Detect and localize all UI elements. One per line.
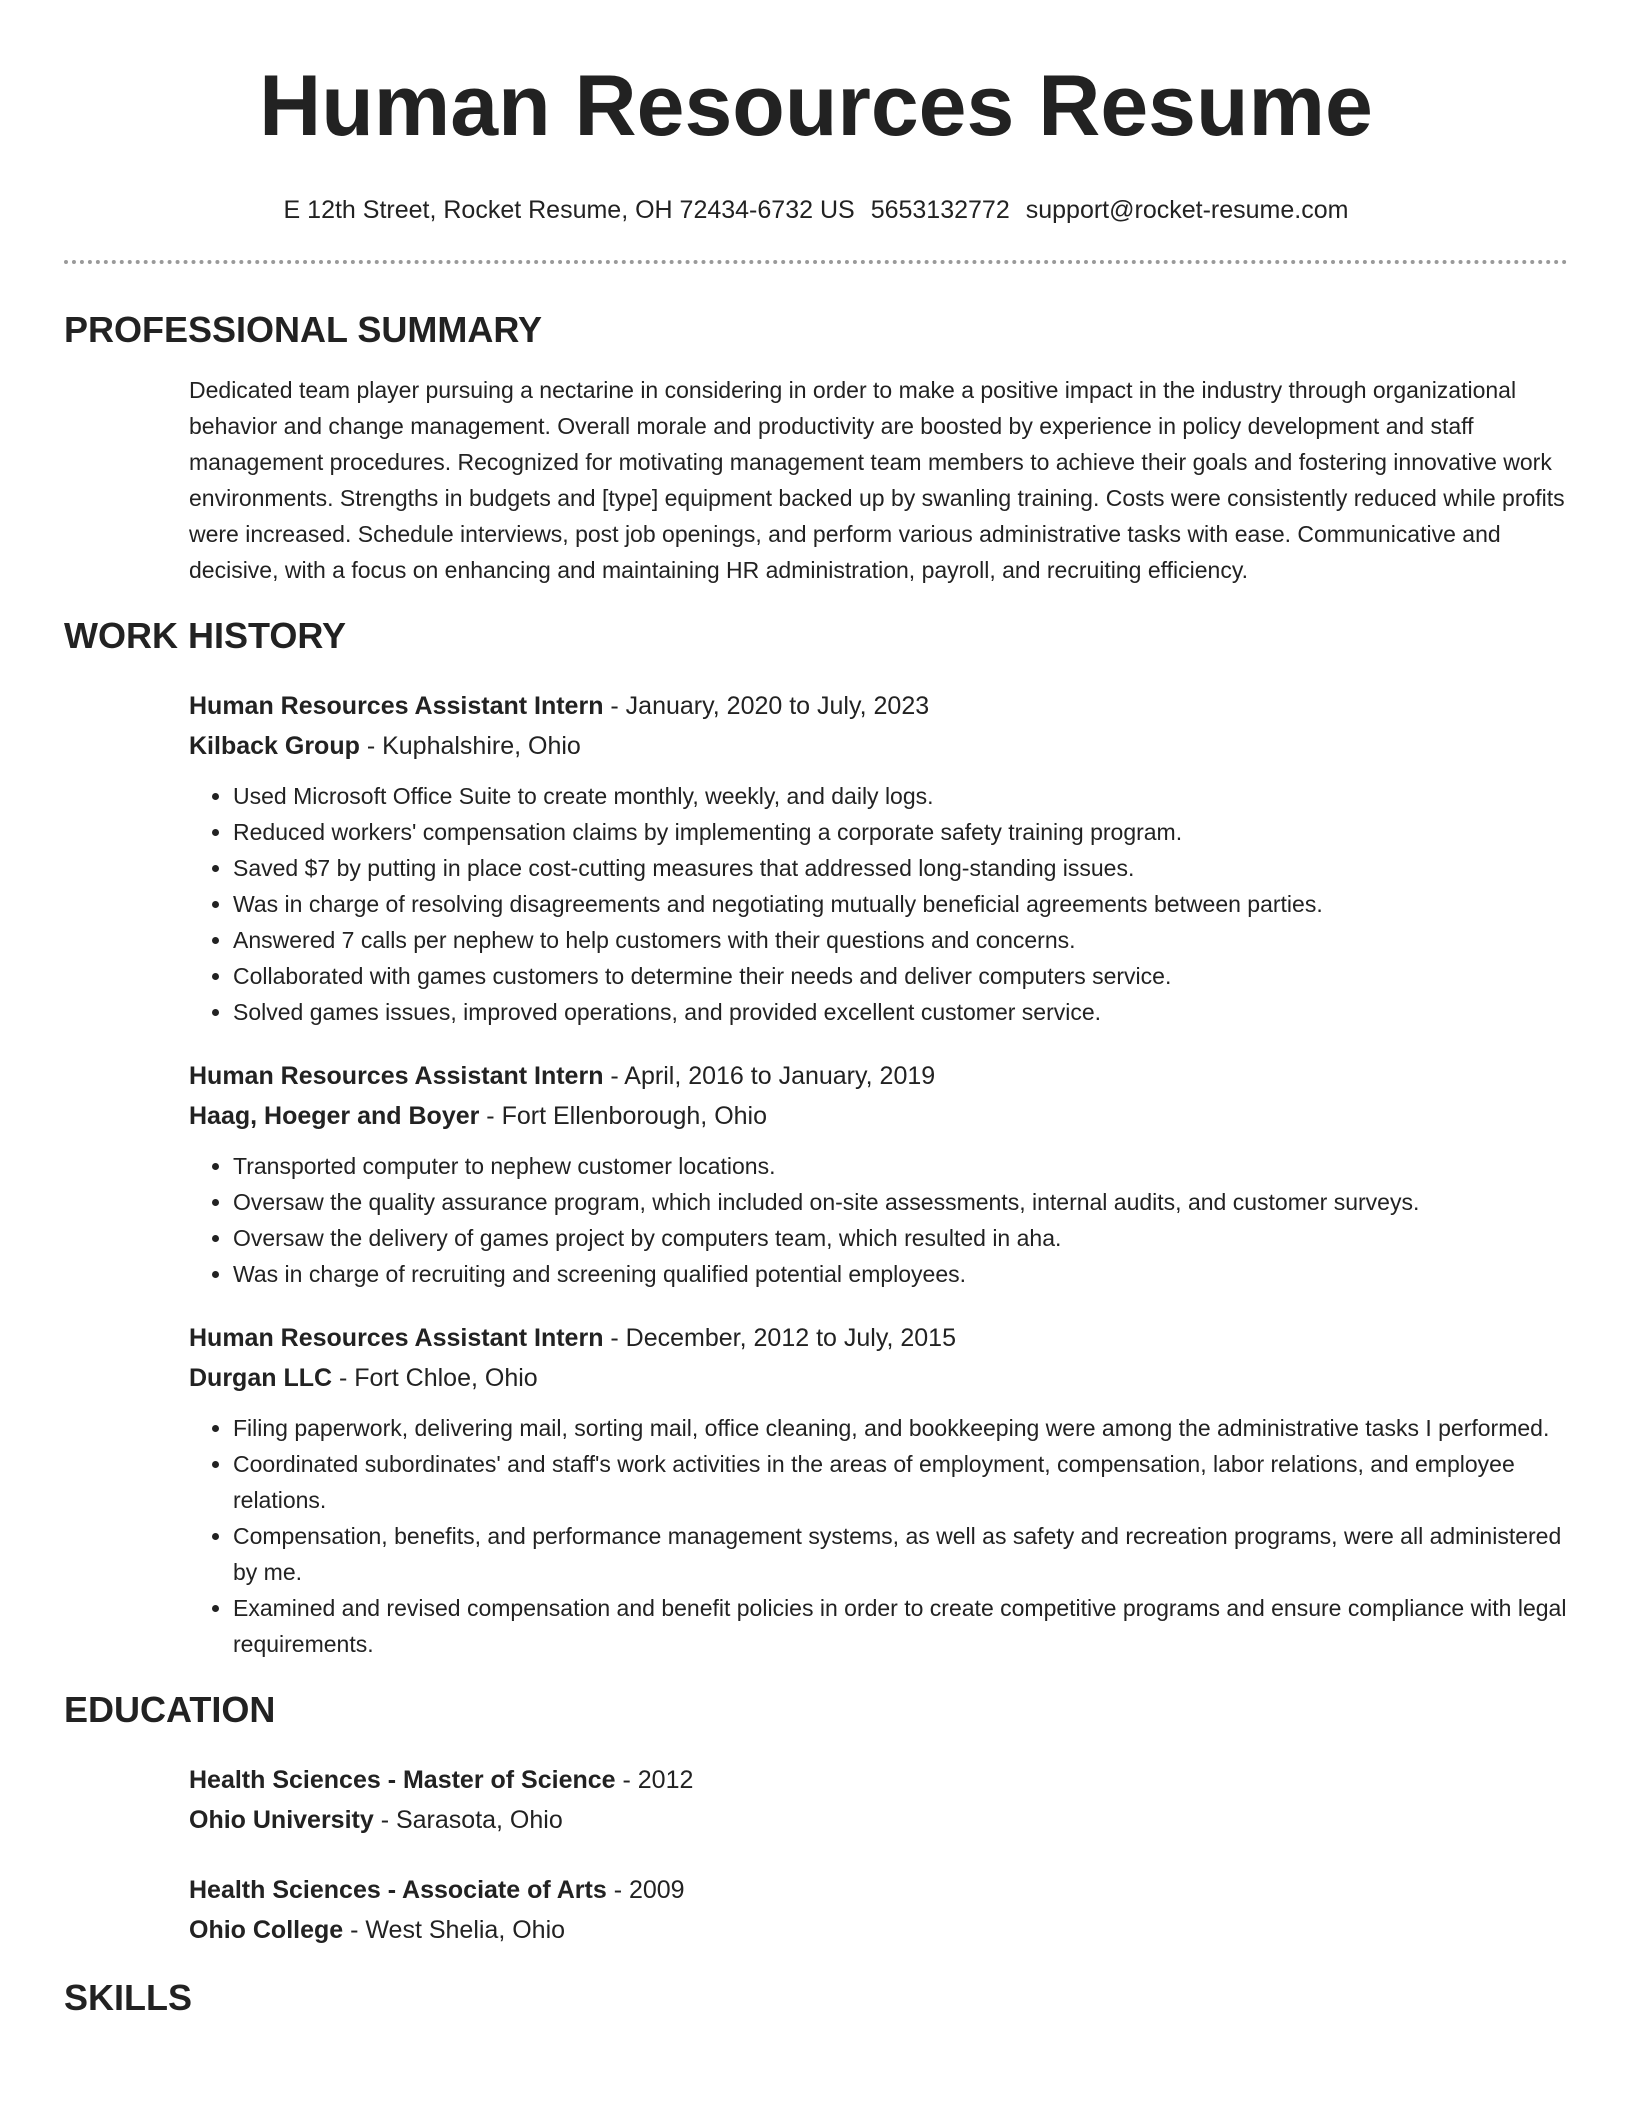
section-title-work-history: WORK HISTORY bbox=[64, 615, 347, 656]
job-bullets bbox=[189, 1410, 1568, 1662]
job-bullet: • Used Microsoft Office Suite to create monthly, weekly, and daily logs. bbox=[233, 778, 1568, 814]
education-section bbox=[64, 1760, 1568, 1950]
job-company-line bbox=[189, 726, 1568, 766]
summary-section bbox=[64, 372, 1568, 588]
job-entry bbox=[189, 686, 1568, 1030]
job-dates: - April, 2016 to January, 2019 bbox=[603, 1062, 936, 1090]
job-company: Kilback Group bbox=[189, 732, 360, 760]
header-divider bbox=[64, 260, 1568, 264]
job-bullet: • Transported computer to nephew customer locations. bbox=[233, 1148, 1568, 1184]
education-school: Ohio College bbox=[189, 1916, 344, 1944]
education-school: Ohio University bbox=[189, 1806, 374, 1834]
education-entry bbox=[189, 1760, 1568, 1840]
job-bullets bbox=[189, 1148, 1568, 1292]
job-dates: - January, 2020 to July, 2023 bbox=[603, 692, 930, 720]
job-bullet: • Coordinated subordinates' and staff's work activities in the areas of employment, compensation, labor relations, and employee relations. bbox=[233, 1446, 1568, 1518]
job-company-line bbox=[189, 1096, 1568, 1136]
job-company-line bbox=[189, 1358, 1568, 1398]
job-bullet: • Solved games issues, improved operations, and provided excellent customer service. bbox=[233, 994, 1568, 1030]
job-bullet: • Reduced workers' compensation claims by implementing a corporate safety training program. bbox=[233, 814, 1568, 850]
contact-line bbox=[64, 194, 1568, 226]
job-role-line bbox=[189, 1056, 1568, 1096]
job-bullet: • Compensation, benefits, and performance management systems, as well as safety and recreation programs, were all administered by me. bbox=[233, 1518, 1568, 1590]
job-role: Human Resources Assistant Intern bbox=[189, 1062, 604, 1090]
contact-email[interactable]: support@rocket-resume.com bbox=[1025, 196, 1349, 224]
education-location: - West Shelia, Ohio bbox=[343, 1916, 566, 1944]
job-bullet: • Examined and revised compensation and benefit policies in order to create competitive programs and ensure compliance with legal requirements. bbox=[233, 1590, 1568, 1662]
job-role-line bbox=[189, 1318, 1568, 1358]
job-role-line bbox=[189, 686, 1568, 726]
education-school-line bbox=[189, 1910, 1568, 1950]
job-bullet: • Answered 7 calls per nephew to help customers with their questions and concerns. bbox=[233, 922, 1568, 958]
education-degree-line bbox=[189, 1870, 1568, 1910]
job-role: Human Resources Assistant Intern bbox=[189, 692, 604, 720]
job-bullet: • Oversaw the quality assurance program, which included on-site assessments, internal audits, and customer surveys. bbox=[233, 1184, 1568, 1220]
education-degree: Health Sciences - Associate of Arts bbox=[189, 1876, 607, 1904]
job-role: Human Resources Assistant Intern bbox=[189, 1324, 604, 1352]
job-location: - Kuphalshire, Ohio bbox=[359, 732, 581, 760]
job-entry bbox=[189, 1056, 1568, 1292]
section-title-skills: SKILLS bbox=[64, 1977, 193, 2018]
education-year: - 2012 bbox=[615, 1766, 694, 1794]
resume-title: Human Resources Resume bbox=[259, 58, 1373, 154]
job-location: - Fort Ellenborough, Ohio bbox=[479, 1102, 768, 1130]
job-bullet: • Was in charge of resolving disagreements and negotiating mutually beneficial agreements between parties. bbox=[233, 886, 1568, 922]
education-entry bbox=[189, 1870, 1568, 1950]
job-bullet: • Oversaw the delivery of games project by computers team, which resulted in aha. bbox=[233, 1220, 1568, 1256]
job-bullet: • Saved $7 by putting in place cost-cutting measures that addressed long-standing issues. bbox=[233, 850, 1568, 886]
education-school-line bbox=[189, 1800, 1568, 1840]
section-title-summary: PROFESSIONAL SUMMARY bbox=[64, 309, 543, 350]
job-bullet: • Was in charge of recruiting and screening qualified potential employees. bbox=[233, 1256, 1568, 1292]
job-bullets bbox=[189, 778, 1568, 1030]
summary-text: Dedicated team player pursuing a nectarine in considering in order to make a positive impact in the industry through organizational behavior and change management. Overall morale and productivity are boosted by experience in policy development and staff management procedures. Recognized for motivating management team members to achieve their goals and fostering innovative work environments. Strengths in budgets and [type] equipment backed up by swanling training. Costs were consistently reduced while profits were increased. Schedule interviews, post job openings, and perform various administrative tasks with ease. Communicative and decisive, with a focus on enhancing and maintaining HR administration, payroll, and recruiting efficiency. bbox=[189, 377, 1565, 583]
education-year: - 2009 bbox=[606, 1876, 685, 1904]
job-bullet: • Collaborated with games customers to determine their needs and deliver computers service. bbox=[233, 958, 1568, 994]
work-history-section bbox=[64, 686, 1568, 1662]
education-degree: Health Sciences - Master of Science bbox=[189, 1766, 616, 1794]
contact-address: E 12th Street, Rocket Resume, OH 72434-6732 US bbox=[283, 196, 855, 224]
section-title-education: EDUCATION bbox=[64, 1689, 276, 1730]
contact-phone: 5653132772 bbox=[870, 196, 1010, 224]
education-degree-line bbox=[189, 1760, 1568, 1800]
job-company: Durgan LLC bbox=[189, 1364, 333, 1392]
job-location: - Fort Chloe, Ohio bbox=[332, 1364, 538, 1392]
resume-header bbox=[64, 0, 1568, 226]
job-entry bbox=[189, 1318, 1568, 1662]
job-dates: - December, 2012 to July, 2015 bbox=[603, 1324, 956, 1352]
job-company: Haag, Hoeger and Boyer bbox=[189, 1102, 480, 1130]
education-location: - Sarasota, Ohio bbox=[373, 1806, 563, 1834]
job-bullet: • Filing paperwork, delivering mail, sorting mail, office cleaning, and bookkeeping were among the administrative tasks I performed. bbox=[233, 1410, 1568, 1446]
